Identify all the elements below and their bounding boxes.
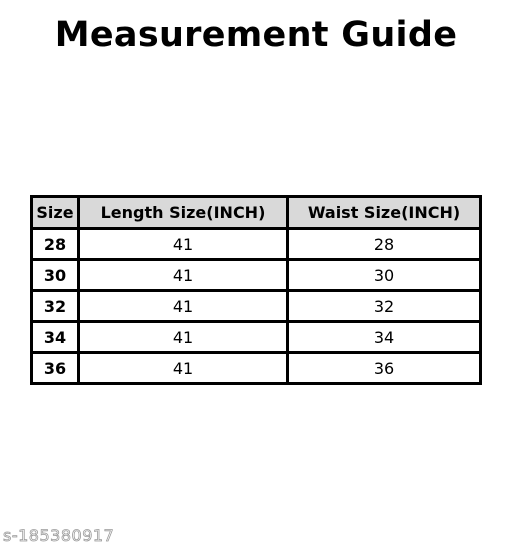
- table-row: [32, 322, 481, 353]
- length-cell: 41: [79, 229, 288, 260]
- page-title: Measurement Guide: [54, 15, 458, 55]
- waist-cell: 30: [288, 260, 481, 291]
- size-cell: 30: [32, 260, 79, 291]
- length-cell: 41: [79, 322, 288, 353]
- size-cell: 32: [32, 291, 79, 322]
- size-cell: 34: [32, 322, 79, 353]
- waist-cell: 36: [288, 353, 481, 384]
- column-header-waist: Waist Size(INCH): [288, 197, 481, 229]
- column-header-length: Length Size(INCH): [79, 197, 288, 229]
- table-row: [32, 229, 481, 260]
- column-header-size: Size: [32, 197, 79, 229]
- table-row: [32, 353, 481, 384]
- waist-cell: 32: [288, 291, 481, 322]
- watermark-text: s-185380917: [3, 526, 115, 545]
- length-cell: 41: [79, 291, 288, 322]
- size-cell: 36: [32, 353, 79, 384]
- table-row: [32, 291, 481, 322]
- table-header-row: [32, 197, 481, 229]
- size-cell: 28: [32, 229, 79, 260]
- measurement-table: [30, 195, 482, 385]
- waist-cell: 28: [288, 229, 481, 260]
- length-cell: 41: [79, 260, 288, 291]
- waist-cell: 34: [288, 322, 481, 353]
- table-row: [32, 260, 481, 291]
- length-cell: 41: [79, 353, 288, 384]
